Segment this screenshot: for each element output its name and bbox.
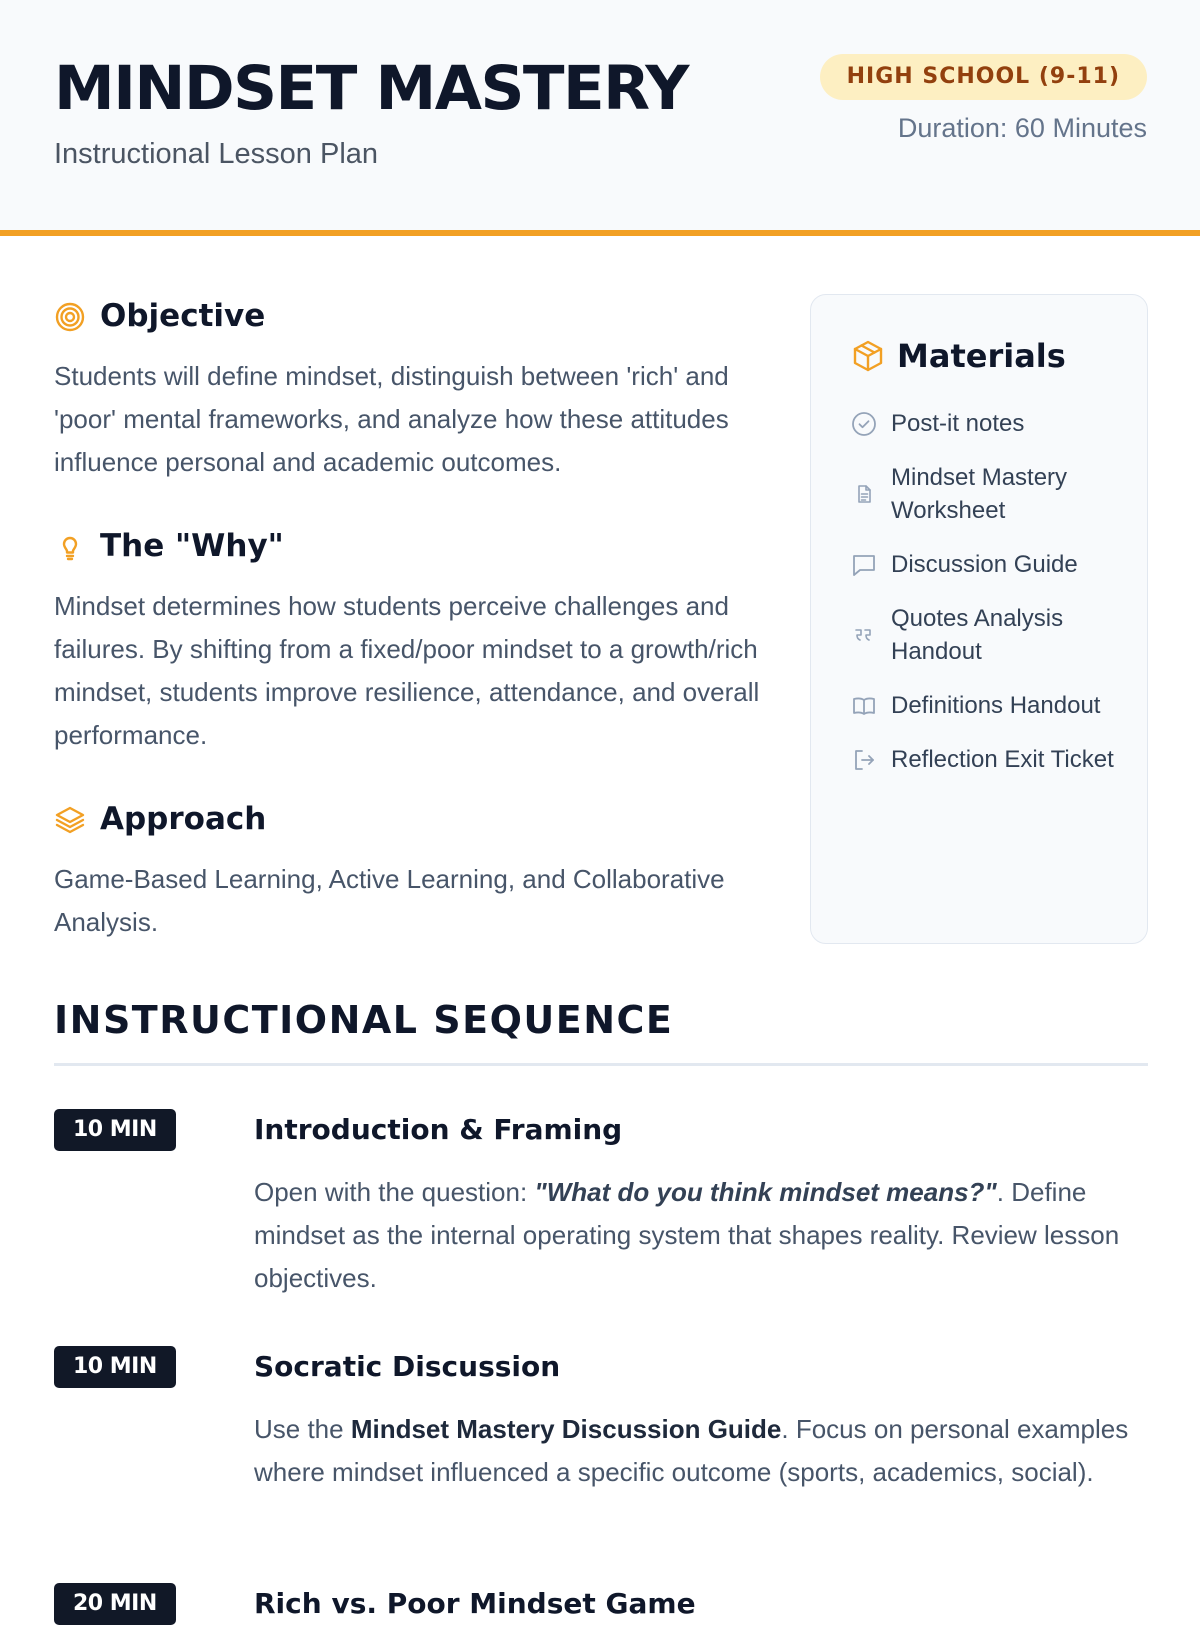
why-heading: The "Why" (100, 528, 284, 564)
step-duration-pill: 20 MIN (54, 1583, 176, 1625)
exit-icon (851, 747, 877, 773)
layers-icon (54, 804, 86, 836)
materials-item (851, 548, 1131, 581)
step-title: Introduction & Framing (254, 1113, 623, 1146)
step-duration-pill: 10 MIN (54, 1346, 176, 1388)
page-subtitle: Instructional Lesson Plan (54, 138, 379, 170)
quote-icon (851, 622, 877, 648)
target-icon (54, 301, 86, 333)
objective-heading: Objective (100, 298, 266, 334)
document-icon (851, 481, 877, 507)
chat-bubble-icon (851, 552, 877, 578)
book-open-icon (851, 693, 877, 719)
materials-item-label: Mindset Mastery Worksheet (891, 464, 1068, 524)
step-title: Socratic Discussion (254, 1350, 561, 1383)
sequence-title: INSTRUCTIONAL SEQUENCE (54, 998, 674, 1042)
why-text: Mindset determines how students perceive challenges and failures. By shifting from a fixed/poor mindset to a growth/rich mindset, students improve resilience, attendance, and overall performance. (54, 591, 760, 750)
check-circle-icon (851, 411, 877, 437)
step-text: . Focus on personal examples where mindset influenced a specific outcome (sports, academics, social). (254, 1414, 1129, 1487)
materials-list (851, 407, 1131, 797)
approach-text: Game-Based Learning, Active Learning, and Collaborative Analysis. (54, 864, 725, 937)
materials-item (851, 461, 1131, 527)
step-text: Open with the question: (254, 1177, 535, 1207)
approach-heading-row (54, 801, 266, 838)
materials-item-label: Reflection Exit Ticket (891, 746, 1114, 773)
step-description (254, 1171, 1154, 1300)
package-icon (851, 339, 885, 373)
step-text: . Define mindset as the internal operating system that shapes reality. Review lesson objectives. (254, 1177, 1120, 1293)
materials-item-label: Definitions Handout (891, 692, 1101, 719)
step-emphasis: Mindset Mastery Discussion Guide (350, 1414, 782, 1444)
grade-level-badge: HIGH SCHOOL (9-11) (820, 54, 1147, 100)
materials-item (851, 743, 1131, 776)
step-title: Rich vs. Poor Mindset Game (254, 1587, 696, 1620)
step-emphasis: "What do you think mindset means?" (534, 1177, 997, 1207)
materials-item-label: Post-it notes (891, 410, 1025, 437)
materials-item (851, 407, 1131, 440)
objective-text: Students will define mindset, distinguish between 'rich' and 'poor' mental frameworks, and analyze how these attitudes influence personal and academic outcomes. (54, 361, 729, 477)
lightbulb-icon (54, 531, 86, 563)
materials-item (851, 602, 1131, 668)
materials-heading-row (851, 337, 1066, 375)
step-duration-pill: 10 MIN (54, 1109, 176, 1151)
objective-heading-row (54, 298, 265, 335)
materials-heading: Materials (897, 337, 1066, 375)
materials-item-label: Quotes Analysis Handout (891, 605, 1064, 665)
materials-item-label: Discussion Guide (891, 551, 1078, 578)
why-heading-row (54, 528, 284, 565)
step-text: Use the (254, 1414, 351, 1444)
lesson-header (0, 0, 1200, 236)
page-title: MINDSET MASTERY (54, 53, 688, 124)
materials-card (810, 294, 1148, 944)
step-description (254, 1408, 1154, 1494)
sequence-divider (54, 1063, 1148, 1066)
materials-item (851, 689, 1131, 722)
duration-label: Duration: 60 Minutes (897, 113, 1147, 143)
approach-heading: Approach (100, 801, 267, 837)
